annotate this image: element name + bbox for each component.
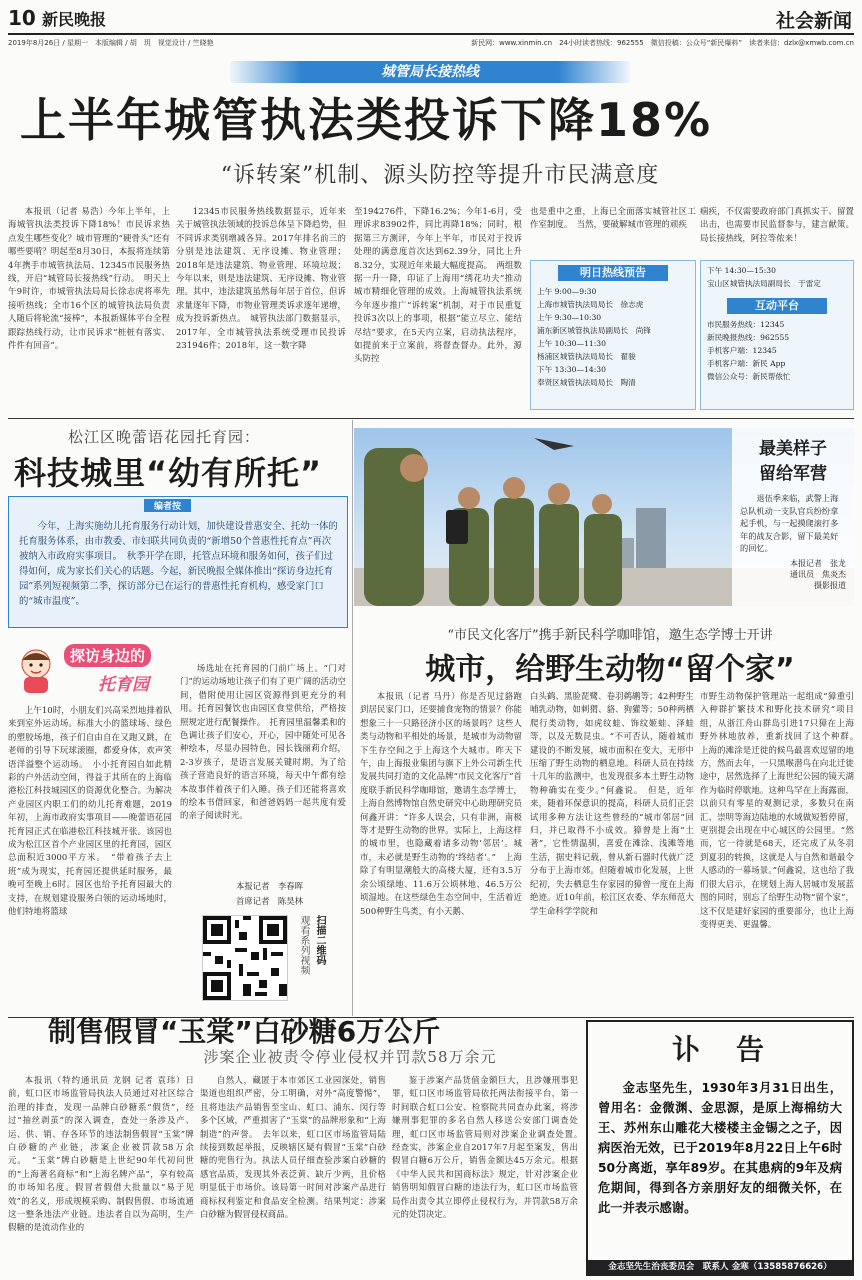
- lead-col4: 也是重中之重，上海已全面落实城管社区工作室制度。 当然，要破解城市管理的顽疾: [530, 206, 696, 230]
- schedule-list: [531, 285, 695, 389]
- schedule-line: 上午 9:30—10:30: [537, 313, 602, 322]
- schedule-line: 上海市城管执法局局长 徐志虎: [537, 300, 644, 309]
- nursery-series-badge: [10, 640, 174, 700]
- obituary-title: 讣 告: [671, 1033, 768, 1066]
- photo-byline-1: 本报记者 张龙: [790, 558, 846, 568]
- schedule-line: 宝山区城管执法局副局长 于雷定: [707, 279, 821, 288]
- lead-col5: 痼疾，不仅需要政府部门真抓实干、留置出击，也需要市民监督参与，建言献策。局长接热线，阿拉等侬来！: [700, 206, 854, 243]
- schedule-line: 浦东新区城管执法局副局长 尚锋: [537, 326, 651, 335]
- masthead-info-left: 2019年8月26日 / 星期一 本版编辑 / 胡 玥 视觉设计 / 竺晓艳: [8, 39, 214, 47]
- nursery-headline: 科技城里“幼有所托”: [14, 454, 323, 492]
- photo-caption: 退伍季来临，武警上海总队机动一支队官兵纷纷拿起手机，与一起摸爬滚打多年的战友合影，留下最美好的回忆。: [740, 493, 839, 553]
- nursery-col1: 上午10时，小朋友们兴高采烈地排着队来到室外运动场。标准大小的篮球场、绿色的塑胶场地，孩子们自由自在又跑又跳，在老师的引导下玩球滚圈，都爱身体，欢声笑语洋溢整个运动场。 小小托育园自如此精彩的户外活动空间，得益于其所在的上海临港松江科技城园区的资源优化整合。为解决产业园区内职工们的幼儿托育难题，2019年初，上海市政府实事项目——晚蕾语花园托育园正式在临港松江科技城开张。该园也成为松江区首个产业园区里的托育园，园区总面积近3000平方米。 “带着孩子去上班”成为现实，托育园还提供延时服务，最晚可至晚上6时。园区也给予托育园最大的支持，在规划建设服务白领的运动场地时，他们特地将篮球: [8, 705, 172, 917]
- interact-title: 互动平台: [727, 298, 827, 314]
- lead-col2: 12345市民服务热线数据显示，近年来关于城管执法领域的投诉总体呈下降趋势，但不同诉求类别增减各异。2017年排名前三的分别是违法建筑、无序设摊、物业管理；2018年是违法建筑、物业管理、环境垃圾；今年以来，则是违法建筑、无序设摊、物业管理。其中，违法建筑虽然每年居于首位，但诉求量逐年下降，市物业管理类诉求逐年递增，成为投诉新热点。 城管执法部门数据显示，2017年，全市城管执法系统受理市民投诉231946件；2018年，这一数字降: [176, 206, 346, 351]
- wildlife-col1: 本报讯（记者 马丹）你是否见过貉跑到居民家门口，还要捕食宠物的情景？你能想象三十一只路径济小区的场景吗？这些人类与动物和平相处的场景，是城市为动物留下生存空间之于上海这个大城市。昨天下午，由上海报业集团与旗下上外公司新生代发展共同打造的文化品牌“市民文化客厅”首度联手新民科学咖啡馆，邀请生态学博士，上海自然博物馆自然史研究中心助理研究员何鑫开讲：“许多人误会，只有非洲，南极等才是野生动物的世界。实际上，上海这样的城市里，也隐藏着诸多动物‘邻居’。城市，未必就是野生动物的‘终结者’。” 上海除了有明显潮般大的高楼大厦，还有3.5万余公顷绿地、11.6万公顷林地、46.5万公顷湿地。在这些绿色生态空间中，生活着近500种野生鸟类，有小天鹅、: [360, 691, 522, 916]
- soldiers-photo: [354, 428, 854, 606]
- lead-col1: 本报讯（记者 易浩）今年上半年，上海城管执法类投诉下降18%！市民诉求热点发生哪些变化？城市管理的“硬骨头”还有哪些要啃？明起至8月30日，本报将连续第4年携手市城管执法局、12345市民服务热线，开启“城管局长接热线”行动。 明天上午9时许，市城管执法局局长徐志虎将率先接听热线；全市16个区的城管执法局负责人随后将轮流“接棒”，本报新媒体平台全程跟踪热线行动，让市民诉求“桩桩有落实、件件有回音”。: [8, 206, 170, 351]
- schedule-line: 上午 10:30—11:30: [537, 339, 606, 348]
- masthead-info-right: 新民网：www.xinmin.cn 24小时读者热线：962555 微信投稿：公众号“新民爆料” 读者来信：dzlx@xmwb.com.cn: [471, 39, 854, 47]
- schedule-title: 明日热线预告: [558, 265, 668, 281]
- nursery-col2: 场选址在托育园的门前广场上。“门对门”的运动场地让孩子们有了更广阔的活动空间，借附使用让园区资源得到更充分的利用。托育园餐饮也由园区食堂供给，严格按照规定进行配餐操作。 托育园里温馨柔和的色调让孩子们安心，开心，园中随处可见各种绘本，尽显办园特色，园长钱丽莉介绍，2-3岁孩子，是语言发展关键时期，为了给孩子营造良好的语言环境，每天中午都有绘本故事伴着孩子们入睡。孩子们还能将喜欢的绘本书借回家，和爸爸妈妈一起共度有爱的亲子阅读时光。: [180, 663, 346, 821]
- interact-line: 手机客户端：12345: [707, 346, 777, 355]
- photo-byline-3: 摄影报道: [814, 580, 846, 590]
- obituary-box: [586, 1020, 854, 1276]
- lead-kicker: 城管局长接热线: [381, 64, 479, 80]
- schedule-line: 奉贤区城管执法局局长 陶清: [537, 378, 636, 387]
- interact-line: 微信公众号：新民帮侬忙: [707, 372, 791, 381]
- nursery-byline-2: 首席记者 陈昊林: [236, 896, 303, 906]
- lead-subhead: “诉转案”机制、源头防控等提升市民满意度: [220, 163, 660, 188]
- schedule-box-2: [700, 260, 854, 410]
- wildlife-kicker: “市民文化客厅”携手新民科学咖啡馆，邀生态学博士开讲: [447, 628, 773, 643]
- qr-label: 扫描二维码: [314, 915, 325, 965]
- wildlife-headline: 城市，给野生动物“留个家”: [425, 652, 795, 687]
- editor-note-text: 今年，上海实施幼儿托育服务行动计划，加快建设普惠安全、托幼一体的托育服务体系，由市教委、市妇联共同负责的“新增50个普惠性托育点”再次被纳入市政府实事项目。 秋季开学在即，托管点环境和服务如何，孩子们过得如何，成为家长们关心的话题。今起，新民晚报全媒体推出“探访身边托育园”系列短视频第二季，探访部分已在运行的普惠性托育机构，感受家门口的“城市温度”。: [19, 521, 338, 607]
- obituary-text: 金志坚先生，1930年3月31日出生，曾用名：金微渊、金思源，是原上海棉纺大王、苏州东山雕花大楼楼主金锡之之子，因病医治无效，已于2019年8月22日上午6时50分离逝，享年89岁。在其患病的9年及病危期间，得到各方亲朋好友的细微关怀，在此一并表示感谢。: [598, 1081, 842, 1215]
- editor-note-box: [8, 496, 348, 628]
- sugar-headline: 制售假冒“玉棠”白砂糖6万公斤: [48, 1015, 441, 1048]
- masthead: [8, 4, 854, 48]
- section-name: 社会新闻: [775, 10, 852, 32]
- photo-caption-box: [732, 428, 854, 606]
- sugar-subhead: 涉案企业被责令停业侵权并罚款58万余元: [203, 1048, 497, 1066]
- badge-bottom: 托育园: [98, 675, 149, 695]
- schedule-box: [530, 260, 696, 410]
- nursery-kicker: 松江区晚蕾语花园托育园：: [68, 428, 261, 446]
- schedule-line: 下午 13:30—14:30: [537, 365, 606, 374]
- interact-line: 新民晚报热线：962555: [707, 333, 790, 342]
- child-illustration-icon: [14, 646, 58, 696]
- schedule-line: 杨浦区城管执法局局长 翟骏: [537, 352, 636, 361]
- interact-line: 市民服务热线：12345: [707, 320, 785, 329]
- badge-top: 探访身边的: [64, 644, 151, 667]
- sugar-col2: 自然人，藏匿于本市郊区工业园深处，销售渠道也组织严密，分工明确，对外“高度警惕”，且将违法产品销售至宝山、虹口、浦东、闵行等多个区域，严重损害了“玉棠”的品牌形象和“上海制造”的声誉。 去年以来，虹口区市场监管局陆续接到数起举报，反映辖区疑有假冒“玉棠”白砂糖的兜售行为。执法人员仔细查验涉案白砂糖的感官品质，发现其外表泛黄、缺斤少两，且价格明显低于市场价。该局第一时间对涉案产品进行商标权利鉴定和食品安全检测。结果判定：涉案白砂糖为假冒侵权商品。: [200, 1075, 386, 1220]
- schedule-line: 下午 14:30—15:30: [707, 266, 776, 275]
- sugar-col3: 鉴于涉案产品货值金额巨大，且涉嫌刑事犯罪，虹口区市场监管局依托两法衔接平台，第一时间联合虹口公安、检察院共同查办此案，将涉嫌刑事犯罪的多名自然人移送公安部门调查处理，虹口区市场监管局则对涉案企业调查处置。 经查实，涉案企业自2017年7月起至案发，售出假冒白糖6万公斤，销售金额达45万余元。根据《中华人民共和国商标法》规定，针对涉案企业销售明知假冒白糖的违法行为，虹口区市场监管局作出责令其立即停止侵权行为，并罚款58万余元的处罚决定。: [392, 1075, 587, 1220]
- wildlife-col2: 白头鹤、黑脸琵鹭、卷羽鹈鹕等；42种野生哺乳动物，如刺猬、貉、狗獾等；50种两栖爬行类动物，如虎纹蛙、饰纹姬蛙、泽蛙等，以及无数昆虫。“不可否认，随着城市建设的不断发展，城市面积在变大，无形中压缩了野生动物的栖息地。科研人员在持续十几年的监测中，也发现很多本土野生动物物种确实在变少。”何鑫说。 但是，近年来，随着环保意识的提高，科研人员们正尝试用多种方法让这些曾经的“城市邻居”回归，并已取得不小成效。獐曾是上海“土著”，它性情温驯，喜爱在滩涂、浅滩等地生活，据史料记载，曾从新石器时代就广泛分布于上海市郊。但随着城市化发展，上世纪初，失去栖息生存家园的獐曾一度在上海绝迹。近10年前，松江区农委、华东师范大学生命科学学院和: [530, 691, 694, 916]
- lead-col3: 至194276件，下降16.2%；今年1-6月，受理诉求83902件，同比再降18%；同时，根据第三方测评，今年上半年，市民对于投诉处理的满意度首次达到62.39分，同比上升8.32分，实现近年来最大幅度提高。 两组数据一升一降，印证了上海用“绣花功夫”推动城市精细化管理的成效。上海城管执法系统今年逐步推广“诉转案”机制，对于市民重复投诉3次以上的事项，根据“能立尽立、能结尽结”要求，在5天内立案，启动执法程序，如提前来于立案前，将督查督办。此外，源头防控: [354, 206, 522, 364]
- page-number: 10: [8, 6, 36, 30]
- sugar-col1: 本报讯（特约通讯员 龙钢 记者 袁玮）日前，虹口区市场监管局执法人员通过对社区综合治理的排查，发现一品牌白砂糖系“假货”，经过“抽丝剥茧”的深入调查，查处一条涉及产、运、供、销、存各环节的违法制售假冒“玉棠”牌白砂糖的产业链，涉案企业被罚款58万余元。 “玉棠”牌白砂糖是上世纪90年代初问世的“上海著名商标”和“上海名牌产品”，享有较高的市场知名度。假冒者假借大批量以“易于见效”的名义，形成规模采购、制假售假、市场流通这一整条违法产业链。违法者自以为高明，生产假糖的是流动作业的: [8, 1075, 194, 1233]
- photo-byline-2: 通讯员 焦炎杰: [790, 569, 846, 579]
- obituary-footer: 金志坚先生治丧委员会 联系人 金寒（13585876626）: [588, 1260, 852, 1274]
- wildlife-col3: 市野生动物保护管理站一起组成“獐重引入种群扩繁技术和野化技术研究”项目组，从浙江舟山群岛引进17只獐在上海野外林地放养，重新找回了这个种群。 上海的滩涂是迁徙的候鸟最喜欢逗留的地方，然而去年，一只黑喉潜鸟在向北迁徙途中，居然选择了上海世纪公园的镜天湖作为临时停歇地。这种鸟罕在上海露面，以前只有零星的观测记录，多数只在南汇、崇明等海边陆地的水域做短暂停留，更别提会出现在中心城区的公园里。“然而，它一待就是68天，还完成了从冬羽到夏羽的转换，这就是人与自然和谐最令人感动的一幕场景。”何鑫说，这也给了我们很大启示，在规划上海人居城市发展蓝图的同时，别忘了给野生动物“留个家”，这不仅是建好家园的重要部分，也让上海变得更美、更温馨。: [700, 691, 862, 929]
- qr-label-2: 观看系列视频: [298, 915, 309, 975]
- qr-code[interactable]: [202, 915, 288, 1001]
- photo-title-1: 最美样子: [759, 439, 827, 459]
- lead-kicker-banner: [230, 61, 630, 83]
- lead-headline: 上半年城管执法类投诉下降18%: [20, 93, 713, 147]
- schedule-line: 上午 9:00—9:30: [537, 287, 597, 296]
- nursery-byline-1: 本报记者 李春晖: [236, 881, 303, 891]
- paper-name: 新民晚报: [42, 10, 107, 29]
- interact-line: 手机客户端：新民 App: [707, 359, 786, 368]
- editor-note-label: 编者按: [144, 499, 191, 512]
- photo-title-2: 留给军营: [759, 464, 827, 484]
